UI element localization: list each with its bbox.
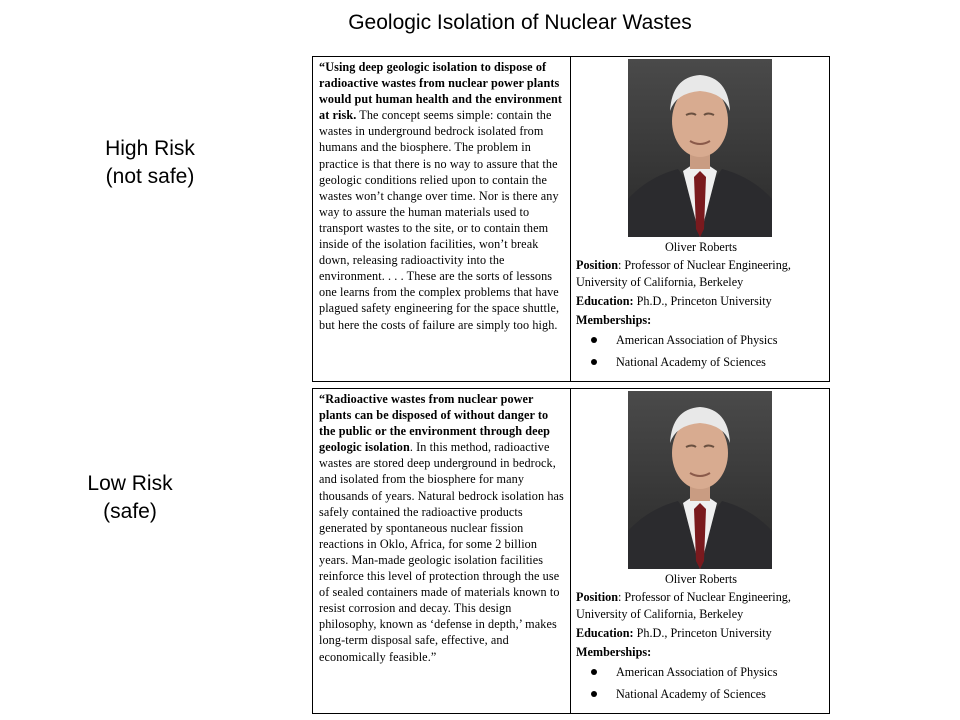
position-value: : Professor of Nuclear Engineering, University of California, Berkeley bbox=[576, 258, 791, 289]
quote-claim: “Radioactive wastes from nuclear power plants can be disposed of without danger to the public or the environment through deep geologic isolation bbox=[319, 392, 551, 455]
risk-label-high bbox=[60, 135, 240, 191]
risk-label-line: Low Risk bbox=[87, 472, 173, 495]
quote-body: The concept seems simple: contain the wastes in underground bedrock isolated from humans and the biosphere. The problem in practice is that there is no way to assure that the geologic conditions relied upon to contain the wastes won’t change over time. Nor is there any way to assure the human materials used to transport wastes to the site, or to contain them inside of the isolation facilities, won’t break down, releasing radioactivity into the environment. . . . These are the sorts of lessons one learns from the complex problems that have plagued safety engineering for the space shuttle, but here the costs of failure are simply too high. bbox=[319, 108, 560, 332]
memberships-list bbox=[576, 664, 826, 702]
expert-name: Oliver Roberts bbox=[664, 572, 738, 586]
position-label: Position bbox=[576, 258, 618, 273]
portrait-image bbox=[628, 391, 772, 569]
quote-body: . In this method, radioactive wastes are stored deep underground in bedrock, and isolated from the biosphere for many thousands of years. Natural bedrock isolation has safely contained the radioactive products generated by spontaneous nuclear fission reactions in Oklo, Africa, for some 2 billion years. Man-made geologic isolation facilities reinforce this level of protection through the use of sealed containers made of materials known to resist corrosion and decay. This design philosophy, known as ‘defense in depth,’ makes long-term disposal safe, effective, and economically feasible.” bbox=[319, 440, 564, 664]
expert-memberships bbox=[576, 312, 826, 328]
expert-photo bbox=[628, 391, 772, 569]
education-label: Education: bbox=[576, 625, 634, 640]
membership-item: American Association of Physics bbox=[576, 332, 826, 348]
expert-card-high-risk bbox=[312, 56, 830, 382]
education-value: Ph.D., Princeton University bbox=[633, 293, 772, 308]
memberships-label: Memberships: bbox=[576, 645, 652, 660]
expert-position bbox=[576, 589, 826, 622]
risk-label-line: (not safe) bbox=[105, 165, 195, 188]
expert-photo bbox=[628, 59, 772, 237]
risk-label-line: (safe) bbox=[103, 500, 157, 523]
membership-item: National Academy of Sciences bbox=[576, 686, 826, 702]
page-title: Geologic Isolation of Nuclear Wastes bbox=[348, 11, 692, 34]
risk-label-line: High Risk bbox=[105, 137, 195, 160]
education-label: Education: bbox=[576, 293, 634, 308]
expert-details bbox=[576, 239, 826, 375]
risk-label-low bbox=[40, 470, 220, 526]
expert-quote bbox=[313, 57, 571, 381]
position-label: Position bbox=[576, 590, 618, 605]
expert-bio bbox=[571, 389, 829, 713]
memberships-label: Memberships: bbox=[576, 313, 652, 328]
expert-education bbox=[576, 625, 826, 641]
memberships-list bbox=[576, 332, 826, 370]
expert-quote bbox=[313, 389, 571, 713]
expert-name: Oliver Roberts bbox=[664, 240, 738, 254]
expert-position bbox=[576, 257, 826, 290]
expert-details bbox=[576, 571, 826, 707]
membership-item: National Academy of Sciences bbox=[576, 354, 826, 370]
quote-claim: “Using deep geologic isolation to dispose of radioactive wastes from nuclear power plants would put human health and the environment at risk. bbox=[319, 60, 563, 123]
membership-item: American Association of Physics bbox=[576, 664, 826, 680]
expert-bio bbox=[571, 57, 829, 381]
portrait-image bbox=[628, 59, 772, 237]
position-value: : Professor of Nuclear Engineering, University of California, Berkeley bbox=[576, 590, 791, 621]
expert-memberships bbox=[576, 644, 826, 660]
education-value: Ph.D., Princeton University bbox=[633, 625, 772, 640]
expert-education bbox=[576, 293, 826, 309]
expert-card-low-risk bbox=[312, 388, 830, 714]
